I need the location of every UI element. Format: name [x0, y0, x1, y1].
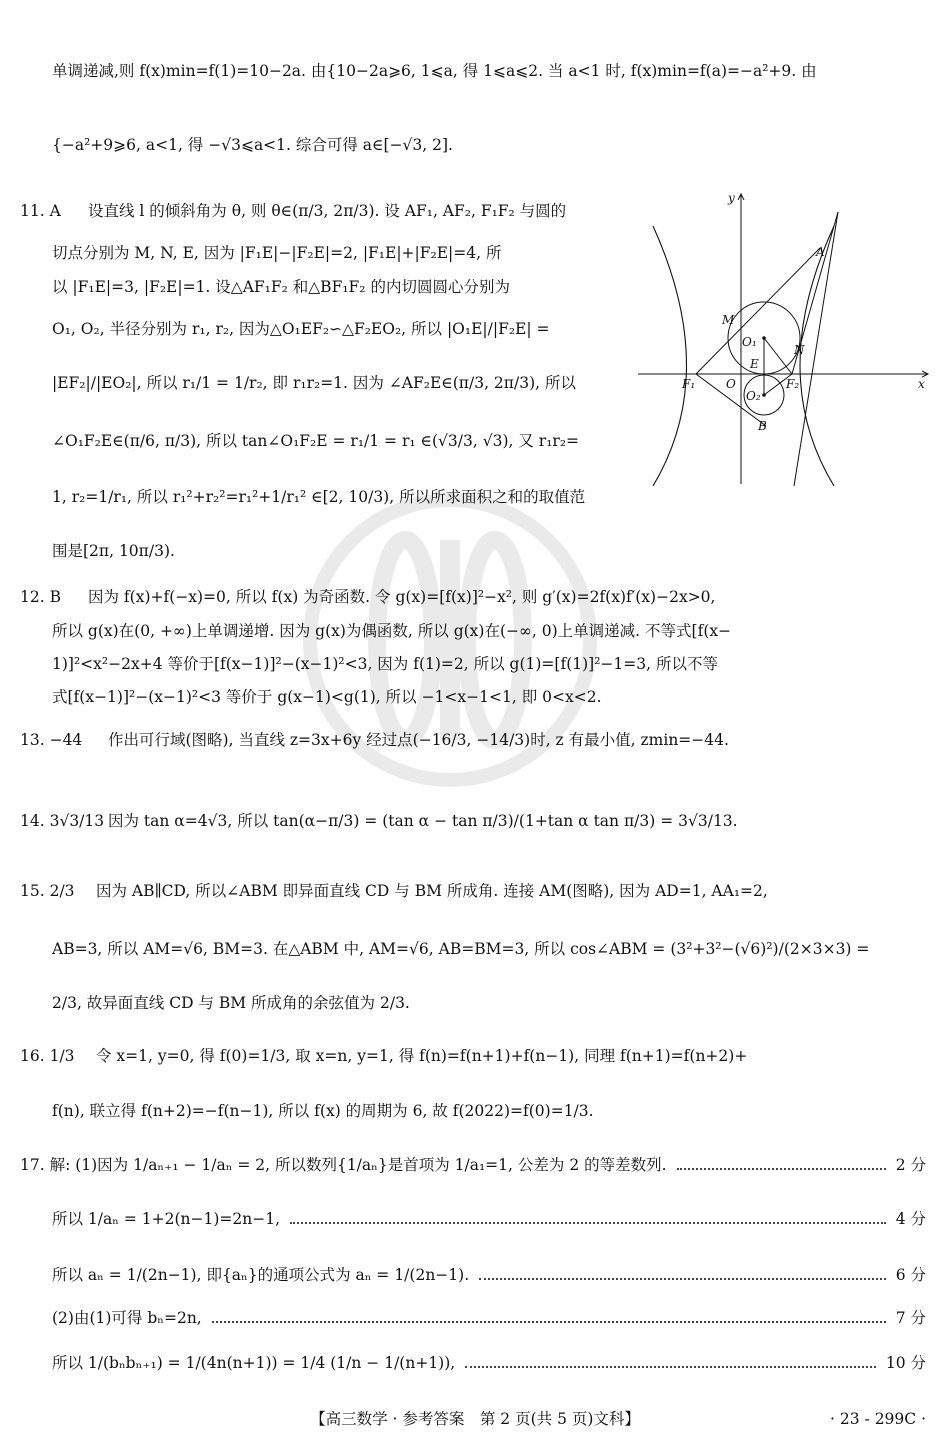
label-A: A [816, 245, 825, 259]
answer-number: 14. 3√3/13 [20, 812, 105, 830]
footer-code: · 23 - 299C · [830, 1410, 926, 1428]
solution-step [52, 1350, 926, 1376]
text-line: 令 x=1, y=0, 得 f(0)=1/3, 取 x=n, y=1, 得 f(n)=f(n+1)+f(n−1), 同理 f(n+1)=f(n+2)+ [96, 1047, 748, 1065]
label-B: B [758, 419, 767, 433]
leader-dots [465, 1366, 876, 1368]
text-line: 1)]²<x²−2x+4 等价于[f(x−1)]²−(x−1)²<3, 因为 f(1)=2, 所以 g(1)=[f(1)]²−1=3, 所以不等 [52, 655, 718, 673]
text-line: 式[f(x−1)]²−(x−1)²<3 等价于 g(x−1)<g(1), 所以 −1<x−1<1, 即 0<x<2. [52, 688, 602, 706]
text-line: 作出可行域(图略), 当直线 z=3x+6y 经过点(−16/3, −14/3)时, z 有最小值, zmin=−44. [108, 731, 729, 749]
text-line: 1, r₂=1/r₁, 所以 r₁²+r₂²=r₁²+1/r₁² ∈[2, 10/3), 所以所求面积之和的取值范 [52, 488, 586, 506]
step-score: 10 分 [885, 1354, 926, 1372]
text-line: 以 |F₁E|=3, |F₂E|=1. 设△AF₁F₂ 和△BF₁F₂ 的内切圆圆心分别为 [52, 278, 510, 296]
answer-number: 11. A [20, 202, 61, 220]
text-line: AB=3, 所以 AM=√6, BM=3. 在△ABM 中, AM=√6, AB=BM=3, 所以 cos∠ABM = (3²+3²−(√6)²)/(2×3×3) = [52, 940, 870, 958]
solution-step [20, 1152, 926, 1178]
text-line: {−a²+9⩾6, a<1, 得 −√3⩽a<1. 综合可得 a∈[−√3, 2]. [52, 136, 453, 154]
step-score: 2 分 [895, 1156, 926, 1174]
leader-dots [677, 1168, 886, 1170]
step-score: 6 分 [895, 1266, 926, 1284]
answer-number: 13. −44 [20, 731, 83, 749]
step-text: 所以 1/(bₙbₙ₊₁) = 1/(4n(n+1)) = 1/4 (1/n − 1/(n+1)), [52, 1354, 456, 1372]
text-line: 围是[2π, 10π/3). [52, 542, 175, 560]
solution-step [52, 1206, 926, 1232]
text-line: 单调递减,则 f(x)min=f(1)=10−2a. 由{10−2a⩾6, 1⩽a, 得 1⩽a⩽2. 当 a<1 时, f(x)min=f(a)=−a²+9. 由 [52, 62, 817, 80]
label-F1: F₁ [682, 377, 696, 391]
footer-title: 【高三数学 · 参考答案 第 2 页(共 5 页)文科】 [310, 1410, 640, 1428]
label-y: y [728, 191, 735, 205]
text-line: |EF₂|/|EO₂|, 所以 r₁/1 = 1/r₂, 即 r₁r₂=1. 因为 ∠AF₂E∈(π/3, 2π/3), 所以 [52, 374, 576, 392]
label-O2: O₂ [746, 389, 761, 403]
label-N: N [794, 343, 805, 357]
step-score: 7 分 [895, 1309, 926, 1327]
hyperbola-figure [638, 186, 938, 486]
step-text: 所以 1/aₙ = 1+2(n−1)=2n−1, [52, 1210, 281, 1228]
label-O1: O₁ [742, 335, 757, 349]
answer-number: 16. 1/3 [20, 1047, 75, 1065]
answer-number: 15. 2/3 [20, 882, 75, 900]
label-O: O [726, 377, 736, 391]
hyperbola-left-branch [653, 226, 687, 486]
text-line: 2/3, 故异面直线 CD 与 BM 所成角的余弦值为 2/3. [52, 994, 410, 1012]
text-line: 因为 AB∥CD, 所以∠ABM 即异面直线 CD 与 BM 所成角. 连接 AM(图略), 因为 AD=1, AA₁=2, [96, 882, 768, 900]
step-text: 17. 解: (1)因为 1/aₙ₊₁ − 1/aₙ = 2, 所以数列{1/aₙ}是首项为 1/a₁=1, 公差为 2 的等差数列. [20, 1156, 667, 1174]
text-line: f(n), 联立得 f(n+2)=−f(n−1), 所以 f(x) 的周期为 6, 故 f(2022)=f(0)=1/3. [52, 1102, 594, 1120]
label-M: M [722, 313, 735, 327]
answer-number: 12. B [20, 588, 61, 606]
text-line: 因为 f(x)+f(−x)=0, 所以 f(x) 为奇函数. 令 g(x)=[f(x)]²−x², 则 g′(x)=2f(x)f′(x)−2x>0, [88, 588, 716, 606]
solution-step [52, 1305, 926, 1331]
solution-step [52, 1262, 926, 1288]
text-line: 设直线 l 的倾斜角为 θ, 则 θ∈(π/3, 2π/3). 设 AF₁, AF₂, F₁F₂ 与圆的 [88, 202, 567, 220]
step-text: (2)由(1)可得 bₙ=2n, [52, 1309, 202, 1327]
text-line: 所以 g(x)在(0, +∞)上单调递增. 因为 g(x)为偶函数, 所以 g(x)在(−∞, 0)上单调递减. 不等式[f(x− [52, 622, 732, 640]
page-footer [0, 1404, 950, 1434]
label-E: E [750, 357, 759, 371]
text-line: 切点分别为 M, N, E, 因为 |F₁E|−|F₂E|=2, |F₁E|+|F₂E|=4, 所 [52, 244, 502, 262]
step-score: 4 分 [895, 1210, 926, 1228]
label-F2: F₂ [786, 377, 800, 391]
leader-dots [212, 1321, 886, 1323]
text-line: O₁, O₂, 半径分别为 r₁, r₂, 因为△O₁EF₂∽△F₂EO₂, 所以 |O₁E|/|F₂E| = [52, 320, 550, 338]
leader-dots [479, 1278, 886, 1280]
step-text: 所以 aₙ = 1/(2n−1), 即{aₙ}的通项公式为 aₙ = 1/(2n−1). [52, 1266, 470, 1284]
label-x: x [918, 377, 925, 391]
leader-dots [290, 1222, 886, 1224]
text-line: 因为 tan α=4√3, 所以 tan(α−π/3) = (tan α − tan π/3)/(1+tan α tan π/3) = 3√3/13. [108, 812, 738, 830]
text-line: ∠O₁F₂E∈(π/6, π/3), 所以 tan∠O₁F₂E = r₁/1 = r₁ ∈(√3/3, √3), 又 r₁r₂= [52, 432, 580, 450]
hyperbola-right-branch [800, 226, 834, 486]
